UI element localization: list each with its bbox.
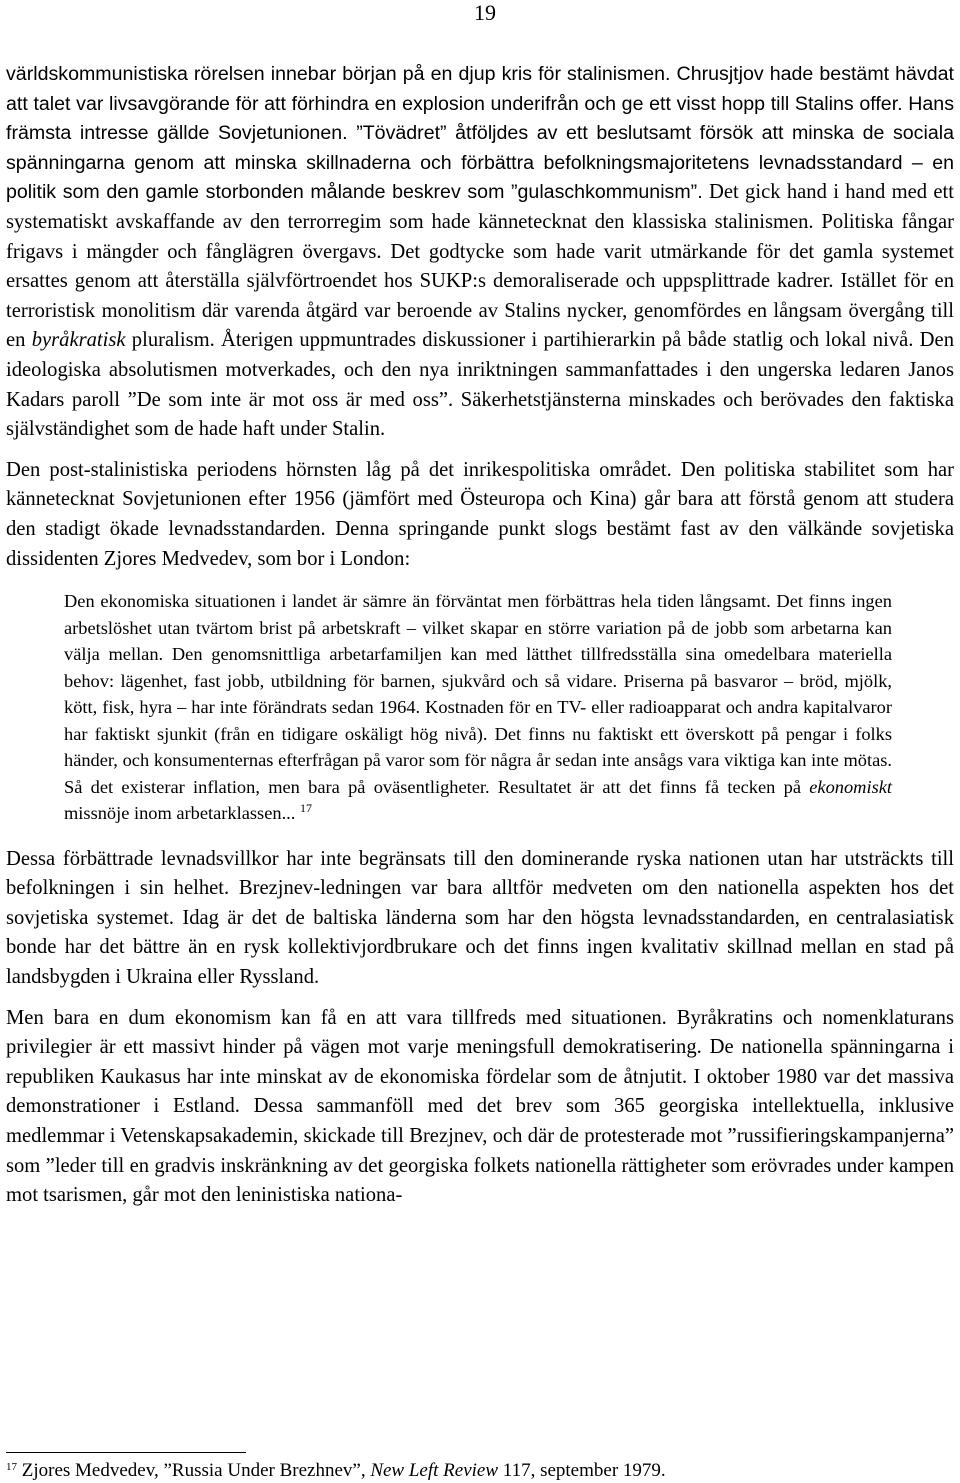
- paragraph-2: Den post-stalinistiska periodens hörnsten låg på det inrikespolitiska området. Den politiska stabilitet som har kännetecknat Sovjetunionen efter 1956 (jämfört med Östeuropa och Kina) går bara att förstå genom att studera den stadigt ökade levnadsstandarden. Denna springande punkt slogs bestämt fast av den välkände sovjetiska dissidenten Zjores Medvedev, som bor i London:: [6, 458, 954, 570]
- block-quote: [64, 588, 892, 827]
- page-number: 19: [474, 0, 496, 25]
- paragraph-1-sans-part-2: ”Tövädret” åtföljdes av ett beslutsamt försök att minska de sociala spänningarna genom att minska skillnaderna och förbättra befolkningsmajoritetens levnadsstandard – en politik som den gamle storbonden målande beskrev som ”gulaschkommunism”.: [6, 122, 954, 204]
- emphasis-ekonomiskt: ekonomiskt: [809, 776, 892, 797]
- footnote-journal: New Left Review: [370, 1460, 499, 1481]
- paragraph-4: Men bara en dum ekonomism kan få en att vara tillfreds med situationen. Byråkratins och nomenklaturans privilegier är ett massivt hinder på vägen mot varje meningsfull demokratisering. De nationella spänningarna i republiken Kaukasus har inte minskat av de ekonomiska fördelar som de åtnjutit. I oktober 1980 var det massiva demonstrationer i Estland. Dessa sammanföll med det brev som 365 georgiska intellektuella, inklusive medlemmar i Vetenskapsakademin, skickade till Brezjnev, och där de protesterade mot ”russifieringskampanjerna” som ”leder till en gradvis inskränkning av det georgiska folkets nationella rättigheter som erövrades under kampen mot tsarismen, går mot den leninistiska nationa-: [6, 1006, 954, 1207]
- footnote-divider: [6, 1452, 246, 1453]
- paragraph-1-serif-part-2: Det godtycke som hade varit utmärkande för det gamla systemet ersattes genom att återställa självförtroendet hos SUKP:s demoraliserade och uppsplittrade kadrer. Istället för en terroristisk monolitism där varenda åtgärd var beroende av Stalins nycker, genomfördes en långsam övergång till en: [6, 240, 954, 352]
- paragraph-1-serif-part-3: pluralism. Återigen uppmuntrades diskussioner i partihierarkin på både statlig och lokal nivå. Den ideologiska absolutismen motverkades, och den nya inriktningen sammanfattades i den ungerska ledaren Janos Kadars paroll ”De som inte är mot oss är med oss”. Säkerhetstjänsterna minskades och berövades den faktiska självständighet som de hade haft under Stalin.: [6, 329, 954, 441]
- paragraph-1-sans-part: världskommunistiska rörelsen innebar början på en djup kris för stalinismen. Chrusjtjov hade bestämt hävdat att talet var livsavgörande för att förhindra en explosion underifrån och ge ett visst hopp till Stalins offer. Hans främsta intresse gällde Sovjetunionen.: [6, 63, 954, 145]
- paragraph-1-serif-part: Det gick hand i hand med ett systematiskt avskaffande av den terrorregim som hade kännetecknat den klassiska stalinismen. Politiska fångar frigavs i mängder och fånglägren övergavs.: [6, 181, 954, 263]
- quote-end: missnöje inom arbetarklassen...: [64, 803, 296, 824]
- footnote-ref-17[interactable]: 17: [299, 801, 312, 816]
- footnote-text-b: 117, september 1979.: [498, 1460, 666, 1481]
- footnote-text-a: Zjores Medvedev, ”Russia Under Brezhnev”,: [17, 1460, 371, 1481]
- paragraph-1: [6, 60, 954, 445]
- footnote-number: 17: [6, 1461, 17, 1473]
- body-text: [6, 60, 954, 1211]
- emphasis-byrakratisk: byråkratisk: [31, 329, 126, 352]
- footnote: [6, 1452, 666, 1483]
- paragraph-3: Dessa förbättrade levnadsvillkor har inte begränsats till den dominerande ryska nationen utan har utsträckts till befolkningen i sin helhet. Brezjnev-ledningen var bara alltför medveten om den nationella aspekten hos det sovjetiska systemet. Idag är det de baltiska länderna som har den högsta levnadsstandarden, en centralasiatisk bonde har det bättre än en rysk kollektivjordbrukare och det finns ingen kvalitativ skillnad mellan en stad på landsbygden i Ukraina eller Ryssland.: [6, 847, 954, 988]
- quote-text: Den ekonomiska situationen i landet är sämre än förväntat men förbättras hela tiden långsamt. Det finns ingen arbetslöshet utan tvärtom brist på arbetskraft – vilket skapar en större variation på de jobb som arbetarna kan välja mellan. Den genomsnittliga arbetarfamiljen kan med lätthet tillfredsställa sina omedelbara materiella behov: lägenhet, fast jobb, utbildning för barnen, sjukvård och så vidare. Priserna på basvaror – bröd, mjölk, kött, fisk, hyra – har inte förändrats sedan 1964. Kostnaden för en TV- eller radioapparat och andra kapitalvaror har faktiskt sjunkit (från en tidigare oskäligt hög nivå). Det finns nu faktiskt ett överskott på pengar i folks händer, och konsumenternas efterfrågan på varor som för några år sedan inte ansågs vara viktiga kan inte mötas. Så det existerar inflation, men bara på oväsentligheter. Resultatet är att det finns få tecken på: [64, 591, 892, 797]
